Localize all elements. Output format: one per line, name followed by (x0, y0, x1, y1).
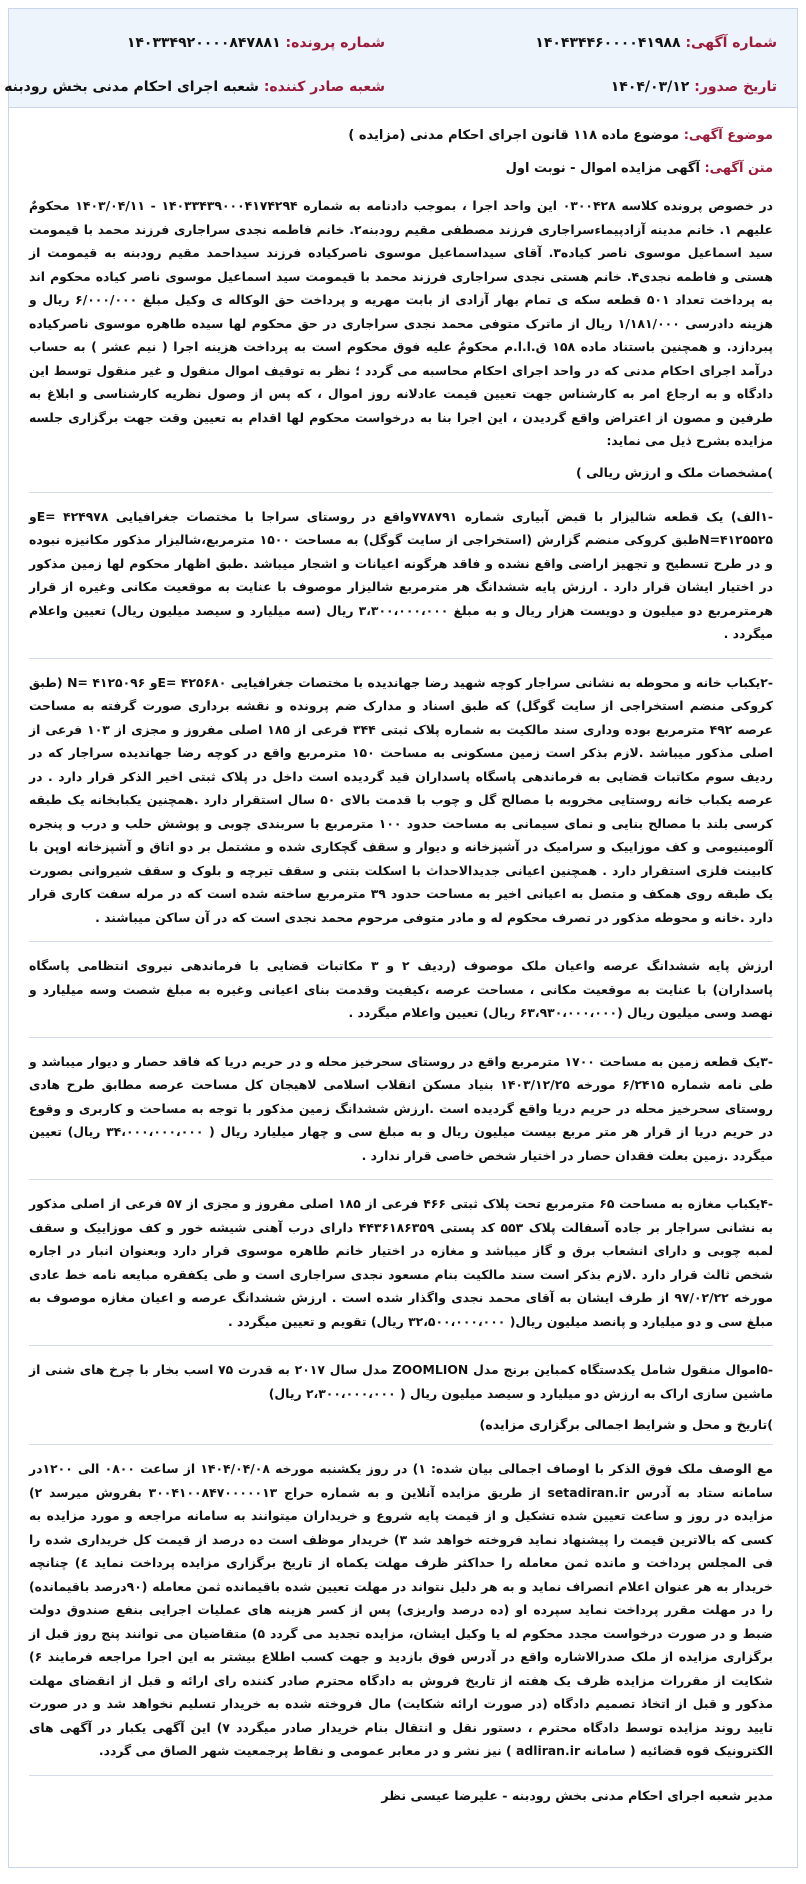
divider (29, 1345, 773, 1346)
divider (29, 1037, 773, 1038)
property-heading: )مشخصات ملک و ارزش ریالی ) (576, 464, 773, 480)
divider (29, 492, 773, 493)
divider (29, 941, 773, 942)
item-2-house: -۲یکباب خانه و محوطه به نشانی سراجار کوچه شهید رضا جهاندیده با مختصات جغرافیایی E= ۴۲۵۶۸۰و N= ۴۱۲۵۰۹۶ (طبق کروکی منضم استخراجی از سایت گوگل) که طبق اسناد و مدارک ضم پرونده و نقشه برداری صورت گرفته به مساحت عرصه ۴۹۲ مترمربع بوده وداری سند مالکیت به شماره پلاک ثبتی ۳۴۴ فرعی از ۱۸۵ اصلی مفروز و مجزی از ۱۰۳ فرعی از اصلی مذکور میباشد .لازم بذکر است زمین مسکونی به مساحت ۱۵۰ مترمربع واقع در کوچه رضا جهاندیده سراجار که در ردیف سوم مکاتبات قضایی به فرماندهی پاسگاه پاسداران قید گردیده است داخل در پلاک ثبتی اخیر الذکر قرار دارد . در عرصه یکباب خانه روستایی مخروبه با مصالح گل و چوب با قدمت بالای ۵۰ سال استقرار دارد .همچنین یکبابخانه یک طبقه کرسی بلند با مصالح بنایی و نمای سیمانی به مساحت حدود ۱۰۰ مترمربع با سربندی چوبی و پوشش حلب و درب و پنجره آلومینیومی و کف موزاییک و سرامیک در آشپزخانه و دیوار و سقف گچکاری شده و مشتمل بر دو اتاق و آشپزخانه اوپن با کابینت فلزی استقرار دارد . همچنین اعیانی جدیدالاحداث با اسکلت بتنی و سقف تیرچه و بلوک و سقف شیروانی بصورت یک طبقه روی همکف و متصل به اعیانی اخیر به مساحت حدود ۳۹ مترمربع ساخته شده است که در مرله سفت کاری قرار دارد .خانه و محوطه مذکور در تصرف محکوم له و مادر متوفی مرحوم محمد نجدی است که در آن ساکن میباشند . (29, 674, 773, 925)
issuer-label: شعبه صادر کننده: (263, 79, 385, 95)
item-3-land: -۳یک قطعه زمین به مساحت ۱۷۰۰ مترمربع واقع در روستای سحرخیز محله و در حریم دریا که فاقد حصار و دیوار میباشد و طی نامه شماره ۶/۲۴۱۵ مورخه ۱۴۰۳/۱۲/۲۵ بنیاد مسکن انقلاب اسلامی لاهیجان کل مساحت عرصه مطابق طرح هادی روستای سحرخیز محله در حریم دریا واقع گردیده است .ارزش ششدانگ زمین مذکور با توجه به مساحت و کاربری و وقوع در حریم دریا از قرار هر متر مربع بیست میلیون ریال و به مبلغ سی و چهار میلیارد ریال ( ۳۴،۰۰۰،۰۰۰،۰۰۰ ریال) تعیین میگردد .زمین بعلت فقدان حصار در اختیار شخص خاصی قرار ندارد . (29, 1053, 773, 1163)
ad-number-row (535, 35, 777, 51)
divider (29, 658, 773, 659)
notice-subject (29, 128, 773, 143)
issue-date-row (611, 79, 777, 95)
subject-label: موضوع آگهی: (683, 128, 773, 143)
divider (29, 1444, 773, 1445)
item-1-paddy-field: -۱الف) یک قطعه شالیزار با قبض آبیاری شماره ۷۷۸۷۹۱واقع در روستای سراجا با مختصات جغرافیایی E= ۴۲۴۹۷۸و N=۴۱۲۵۵۲۵طبق کروکی منضم گزارش (استخراجی از سایت گوگل) به مساحت ۱۵۰۰ مترمربع،شالیزار مذکور مکانیزه نبوده و در طرح تسطیح و تجهیز اراضی واقع نشده و فاقد هرگونه اعیانات و اشجار میباشد .طبق اظهار محکوم لها زمین مذکور در اختیار ایشان قرار دارد . ارزش پایه ششدانگ هر مترمربع شالیزار موصوف با عنایت به موقعیت مکانی وغیره از قرار هرمترمربع دو میلیون و دویست هزار ریال و به مبلغ ۳،۳۰۰،۰۰۰،۰۰۰ ریال (سه میلیارد و سیصد میلیون ریال) تعیین واعلام میگردد . (29, 508, 773, 641)
issuer-row (4, 79, 385, 95)
divider (29, 1775, 773, 1776)
file-number: ۱۴۰۳۳۴۹۲۰۰۰۰۸۴۷۸۸۱ (126, 35, 281, 51)
terms-heading: )تاریخ و محل و شرایط اجمالی برگزاری مزایده) (479, 1417, 773, 1432)
notice-text-title (29, 161, 773, 176)
item-2-valuation: ارزش پایه ششدانگ عرصه واعیان ملک موصوف (ردیف ۲ و ۳ مکاتبات قضایی با فرماندهی نیروی انتظامی پاسگاه پاسداران) با عنایت به موقعیت مکانی ، مساحت عرصه ،کیفیت وقدمت بنای اعیانی وغیره به مبلغ شصت وسه میلیارد و نهصد وسی میلیون ریال (۶۳،۹۳۰،۰۰۰،۰۰۰ ریال) تعیین واعلام میگردد . (29, 958, 773, 1020)
item-4-shop: -۴یکباب مغازه به مساحت ۶۵ مترمربع تحت پلاک ثبتی ۴۶۶ فرعی از ۱۸۵ اصلی مفروز و مجزی از ۵۷ فرعی از اصلی مذکور به نشانی سراجار بر جاده آسفالت پلاک ۵۵۳ کد پستی ۴۴۳۶۱۸۶۳۵۹ دارای درب آهنی شیشه خور و کف موزاییک و سقف لمبه چوبی و دارای انشعاب برق و گاز میباشد و مغازه در اختیار خانم طاهره موسوی قرار دارد وبعنوان انبار در اجاره شخص ثالث قرار دارد .لازم بذکر است سند مالکیت بنام مسعود نجدی سراجاری است و طی یکفقره مبایعه نامه خط عادی مورخه ۹۷/۰۲/۲۲ از طرف ایشان به آقای محمد نجدی واگذار شده است . ارزش ششدانگ عرصه و اعیان مغازه موصوف به مبلغ سی و دو میلیارد و پانصد میلیون ریال( ۳۲،۵۰۰،۰۰۰،۰۰۰ ریال) تقویم و تعیین میگردد . (29, 1196, 773, 1329)
text-title-label: متن آگهی: (704, 161, 773, 176)
notice-page (4, 8, 798, 1868)
text-title-value: آگهی مزایده اموال - نوبت اول (505, 161, 700, 176)
auction-terms: مع الوصف ملک فوق الذکر با اوصاف اجمالی بیان شده: ۱) در روز یکشنبه مورخه ۱۴۰۴/۰۴/۰۸ از ساعت ۰۸۰۰ الی ۱۲۰۰در سامانه ستاد به آدرس setadiran.ir از طریق مزایده آنلاین و به شماره حراج ۳۰۰۴۱۰۰۸۴۷۰۰۰۰۰۱۳ بفروش میرسد ۲) مزایده در روز و ساعت تعیین شده تشکیل و از قیمت پایه شروع و خریداران میتوانند به سامانه مراجعه و مورد مزایده به کسی که بالاترین قیمت را پیشنهاد نماید فروخته خواهد شد ۳) خریدار موظف است ده درصد از قیمت کل خریداری شده را فی المجلس پرداخت و مانده ثمن معامله را حداکثر ظرف مهلت یکماه از تاریخ برگزاری مزایده پرداخت نماید ٤) چنانچه خریدار به هر عنوان اعلام انصراف نماید و به هر دلیل نتواند در مهلت تعیین شده باقیمانده ثمن معامله (۹۰درصد باقیمانده) را در مهلت مقرر پرداخت نماید سپرده او (ده درصد واریزی) پس از کسر هزینه های عملیات اجرایی بنفع صندوق دولت ضبط و در صورت درخواست مجدد محکوم له یا وکیل ایشان، مزایده تجدید می گردد ۵) متقاضیان می توانند پنج روز قبل از برگزاری مزایده از ملک صدرالاشاره واقع در آدرس فوق بازدید و جهت کسب اطلاع بیشتر به این اجرا مراجعه فرمایند ۶) شکایت از مقررات مزایده ظرف یک هفته از تاریخ فروش به دادگاه محترم صادر کننده رای ارائه و قبل از انقضای مهلت مذکور و قبل از اتخاذ تصمیم دادگاه (در صورت ارائه شکایت) مال فروخته شده به خریدار تسلیم نخواهد شد و در صورت تایید روند مزایده توسط دادگاه محترم ، دستور نقل و انتقال بنام خریدار صادر میگردد ۷) این آگهی یکبار در آگهی های الکترونیک قوه قضائیه ( سامانه adliran.ir ) نیز نشر و در معابر عمومی و نقاط پرجمعیت شهر الصاق می گردد. (29, 1461, 773, 1758)
file-number-label: شماره پرونده: (285, 35, 385, 51)
item-5-combine: -۵اموال منقول شامل یکدستگاه کمباین برنج مدل ZOOMLION مدل سال ۲۰۱۷ به قدرت ۷۵ اسب بخار با چرخ های شنی از ماشین سازی اراک به ارزش دو میلیارد و سیصد میلیون ریال ( ۲،۳۰۰،۰۰۰،۰۰۰ ریال) (29, 1362, 773, 1401)
signature: مدیر شعبه اجرای احکام مدنی بخش رودبنه - علیرضا عیسی نظر (381, 1787, 773, 1803)
issue-date-label: تاریخ صدور: (694, 79, 777, 95)
subject-value: موضوع ماده ۱۱۸ قانون اجرای احکام مدنی (مزایده ) (348, 128, 680, 143)
intro-paragraph: در خصوص پرونده کلاسه ۰۳۰۰۴۲۸ این واحد اجرا ، بموجب دادنامه به شماره ۱۴۰۳۳۴۳۹۰۰۰۴۱۷۴۲۹۴ - ۱۴۰۳/۰۴/۱۱ محکومٌ علیهم ۱. خانم مدینه آزادپیماءسراجاری فرزند مصطفی مقیم رودبنه۲. خانم فاطمه نجدی سراجاری فرزند محمد با قیمومت سید اسماعیل موسوی ناصر کیاده۳. آقای سیداسماعیل موسوی ناصرکیاده فرزند سیداحمد مقیم رودبنه به قیمومت از هستی و فاطمه نجدی۴. خانم هستی نجدی سراجاری فرزند محمد با قیمومت سید اسماعیل موسوی ناصر کیاده محکوم اند به پرداخت تعداد ۵۰۱ قطعه سکه ی تمام بهار آزادی از بابت مهریه و پرداخت حق الوکاله ی وکیل مبلغ ۶/۰۰۰/۰۰۰ ریال و هزینه دادرسی ۱/۱۸۱/۰۰۰ ریال از ماترک متوفی محمد نجدی سراجاری در حق محکوم لها سیده طاهره موسوی ناصرکیاده پبردازد. و همچنین باستناد ماده ۱۵۸ ق.ا.ا.م محکومٌ علیه فوق محکوم است به پرداخت هزینه اجرا ( نیم عشر ) به حساب درآمد اجرای احکام مدنی که در واحد اجرای احکام محاسبه می گردد ؛ نظر به توقیف اموال منقول و غیر منقول توسط این دادگاه و به ارجاع امر به کارشناس جهت تعیین قیمت عادلانه روز اموال ، که پس از وصول نظریه کارشناسی و ابلاغ به طرفین و مصون از اعتراض واقع گردیدن ، این اجرا بنا به درخواست محکوم لها اقدام به تعیین وقت جهت برگزاری جلسه مزایده بشرح ذیل می نماید: (29, 198, 774, 448)
issue-date: ۱۴۰۴/۰۳/۱۲ (610, 79, 690, 95)
issuer: شعبه اجرای احکام مدنی بخش رودبنه (4, 79, 259, 95)
ad-number: ۱۴۰۴۳۴۴۶۰۰۰۰۴۱۹۸۸ (535, 35, 681, 51)
file-number-row (127, 35, 385, 51)
notice-body (9, 108, 797, 1813)
notice-header (4, 9, 797, 108)
divider (29, 1179, 773, 1180)
ad-number-label: شماره آگهی: (685, 35, 777, 51)
